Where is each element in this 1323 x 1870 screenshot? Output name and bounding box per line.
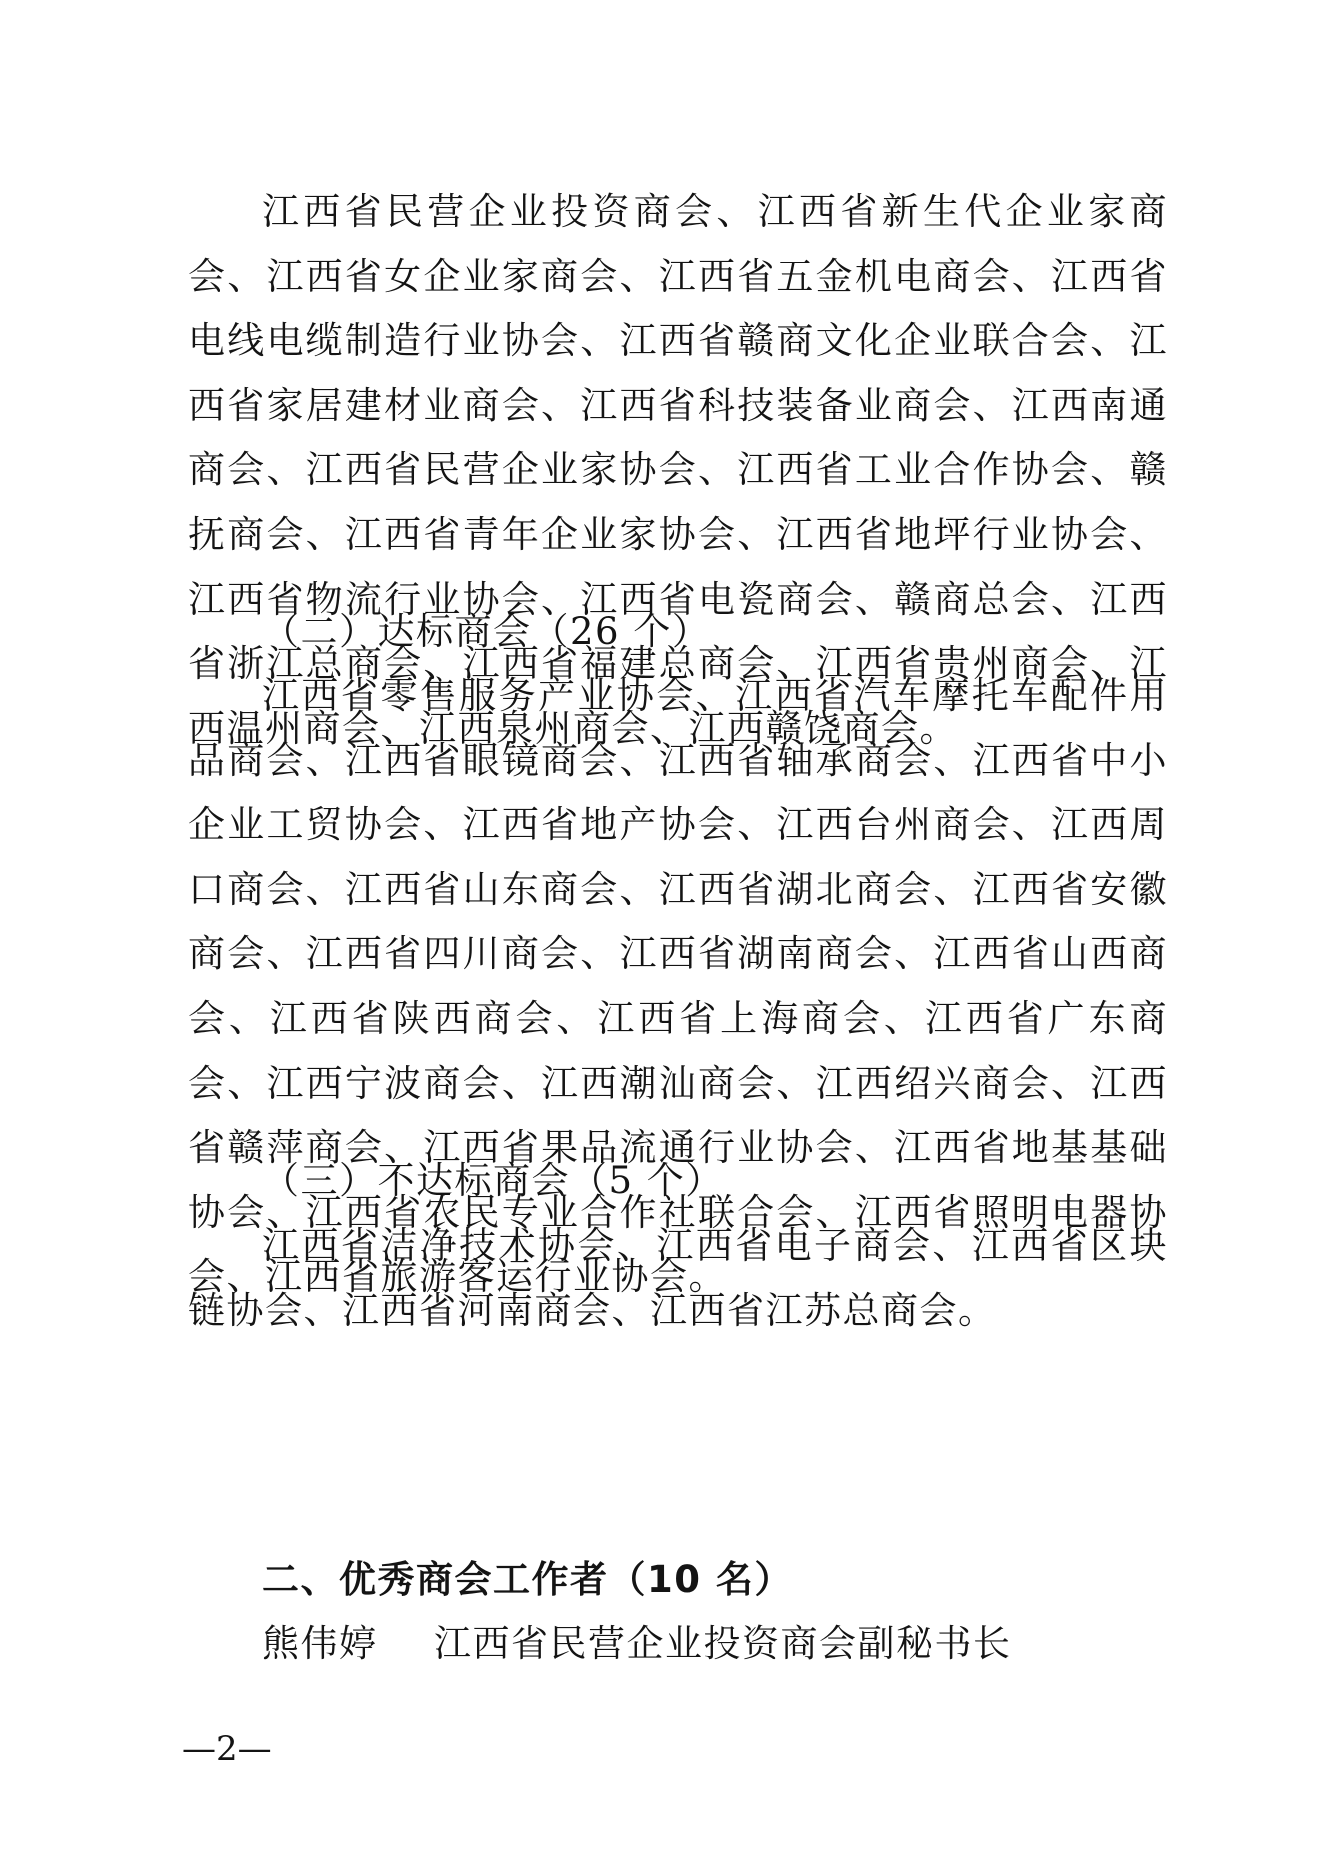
page-number: —2— [182, 1729, 272, 1769]
excellent-chamber-list: 江西省民营企业投资商会、江西省新生代企业家商会、江西省女企业家商会、江西省五金机电商会、江西省电线电缆制造行业协会、江西省赣商文化企业联合会、江西省家居建材业商会、江西省科技装备业商会、江西南通商会、江西省民营企业家协会、江西省工业合作协会、赣抚商会、江西省青年企业家协会、江西省地坪行业协会、江西省物流行业协会、江西省电瓷商会、赣商总会、江西省浙江总商会、江西省福建总商会、江西省贵州商会、江西温州商会、江西泉州商会、江西赣饶商会。 [188, 190, 1168, 750]
worker-title: 江西省民营企业投资商会副秘书长 [434, 1622, 1012, 1665]
worker-name: 熊伟婷 [262, 1622, 378, 1665]
excellent-workers-heading: 二、优秀商会工作者（10 名） [262, 1558, 793, 1601]
unqualified-chamber-list: 江西省洁净技术协会、江西省电子商会、江西省区块链协会、江西省河南商会、江西省江苏总商会。 [188, 1224, 1168, 1332]
worker-row [262, 1612, 1012, 1676]
qualified-chamber-heading: （二）达标商会（26 个） [262, 610, 711, 653]
unqualified-chamber-heading: （三）不达标商会（5 个） [262, 1159, 724, 1202]
qualified-chamber-list: 江西省零售服务产业协会、江西省汽车摩托车配件用品商会、江西省眼镜商会、江西省轴承商会、江西省中小企业工贸协会、江西省地产协会、江西台州商会、江西周口商会、江西省山东商会、江西省湖北商会、江西省安徽商会、江西省四川商会、江西省湖南商会、江西省山西商会、江西省陕西商会、江西省上海商会、江西省广东商会、江西宁波商会、江西潮汕商会、江西绍兴商会、江西省赣萍商会、江西省果品流通行业协会、江西省地基基础协会、江西省农民专业合作社联合会、江西省照明电器协会、江西省旅游客运行业协会。 [188, 674, 1168, 1299]
